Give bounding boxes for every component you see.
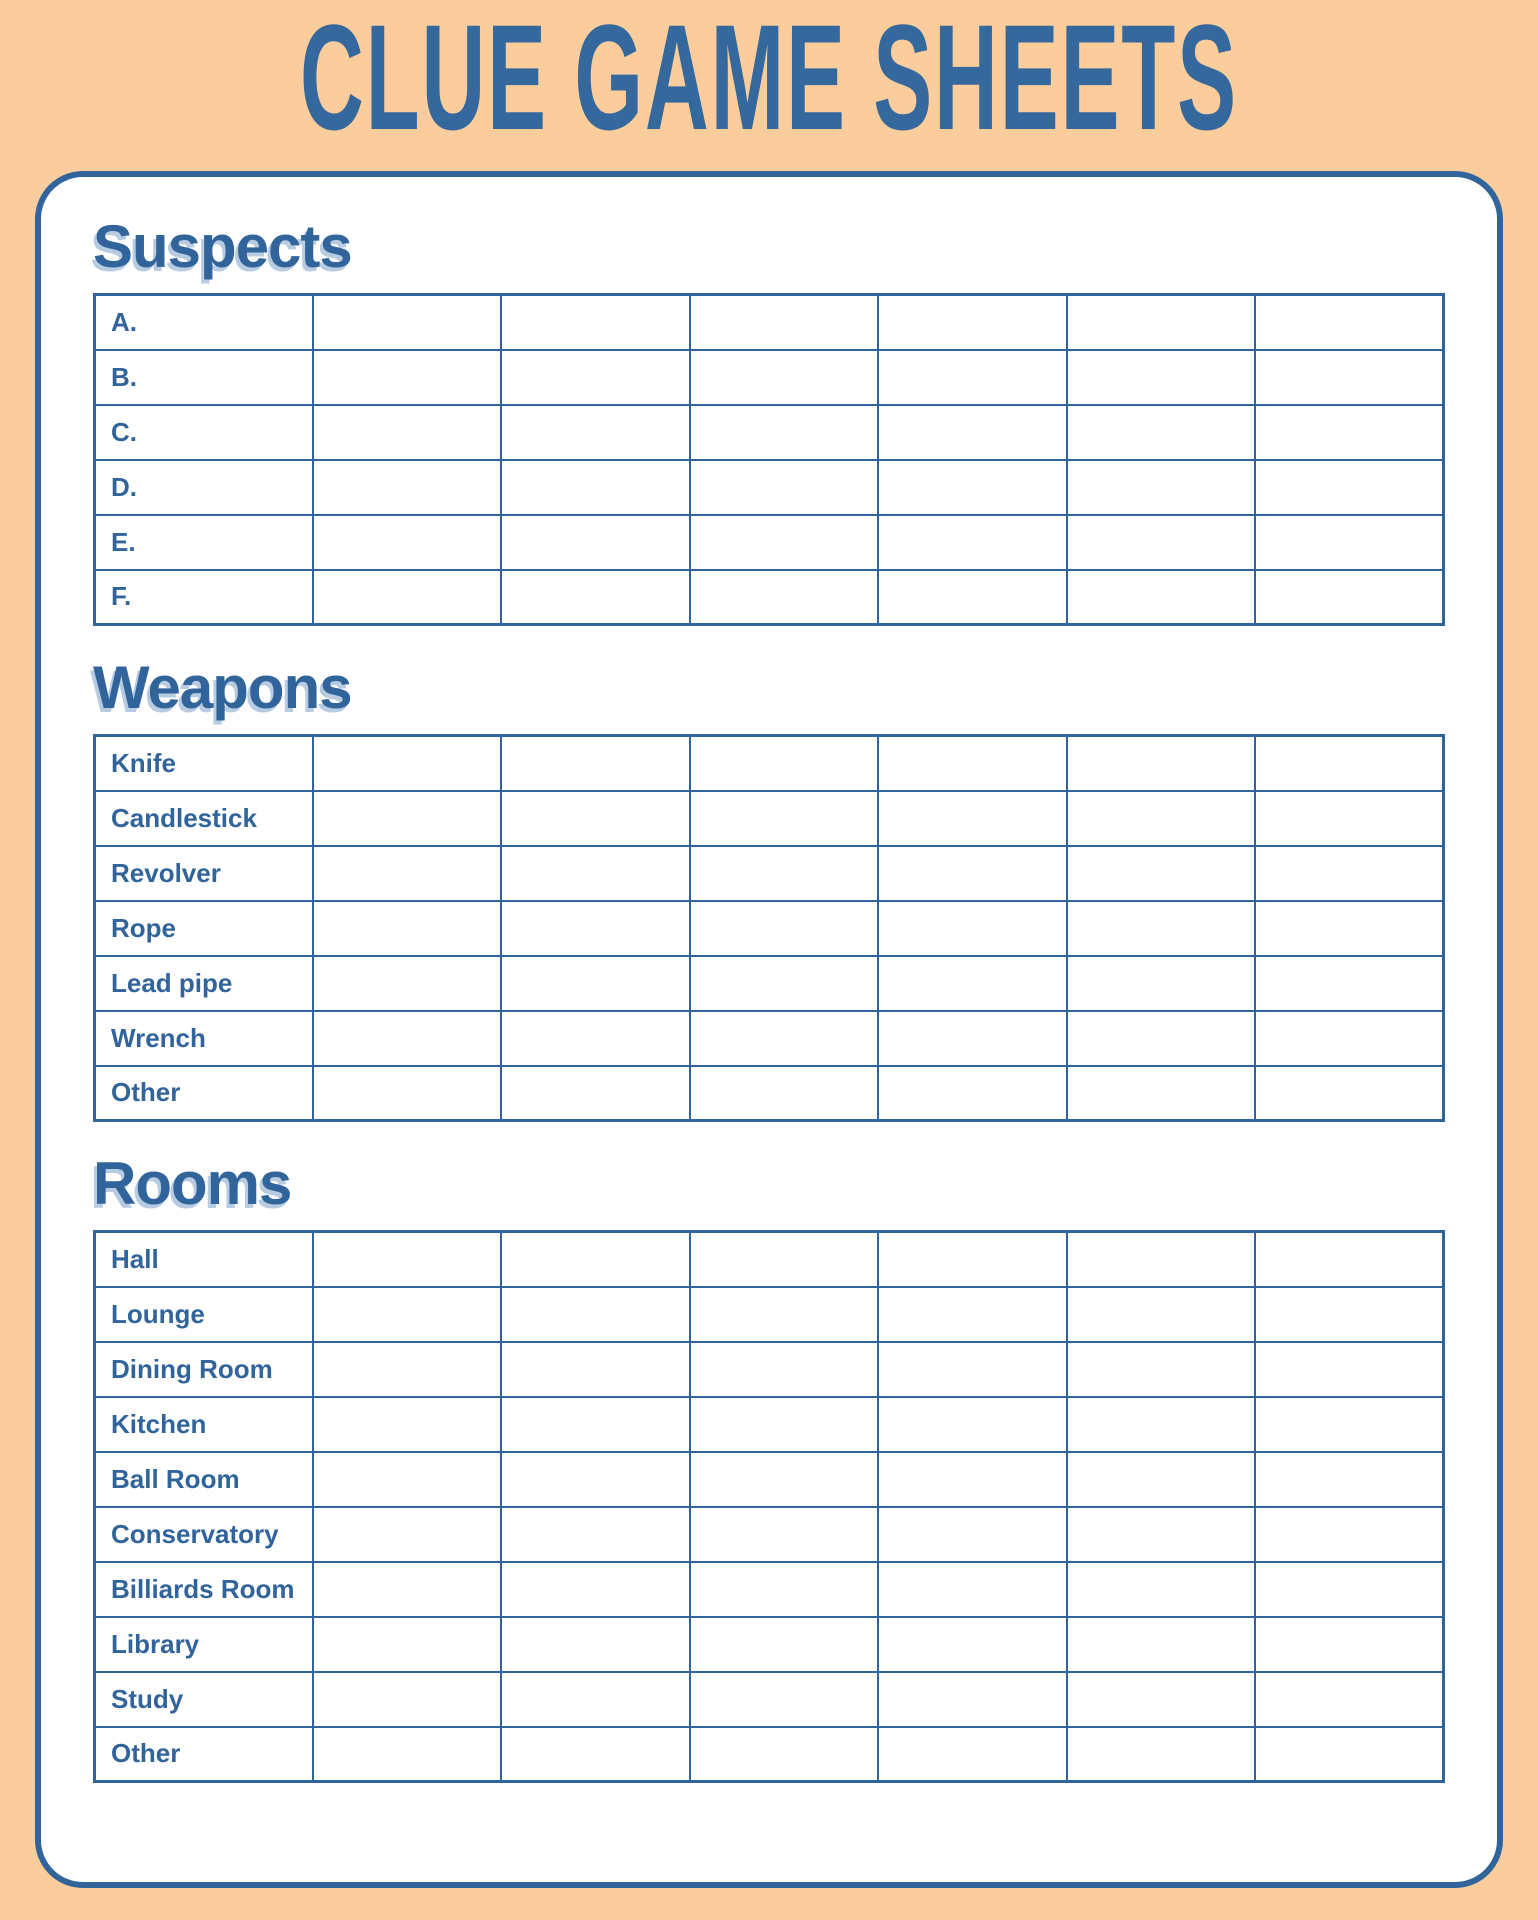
mark-cell[interactable]	[690, 1727, 879, 1782]
mark-cell[interactable]	[501, 1066, 690, 1121]
row-label-cell: Revolver	[95, 846, 313, 901]
rooms-table	[93, 1230, 1445, 1783]
mark-cell[interactable]	[501, 515, 690, 570]
mark-cell[interactable]	[878, 1011, 1067, 1066]
mark-cell[interactable]	[690, 1562, 879, 1617]
table-row	[95, 295, 1444, 350]
mark-cell[interactable]	[1255, 1232, 1444, 1287]
mark-cell[interactable]	[313, 350, 502, 405]
table-row	[95, 1727, 1444, 1782]
mark-cell[interactable]	[1255, 1617, 1444, 1672]
mark-cell[interactable]	[878, 956, 1067, 1011]
mark-cell[interactable]	[1255, 1066, 1444, 1121]
mark-cell[interactable]	[313, 1342, 502, 1397]
mark-cell[interactable]	[690, 846, 879, 901]
mark-cell[interactable]	[690, 1011, 879, 1066]
row-label-cell: Lead pipe	[95, 956, 313, 1011]
mark-cell[interactable]	[1067, 1342, 1256, 1397]
mark-cell[interactable]	[501, 1287, 690, 1342]
table-row	[95, 1232, 1444, 1287]
mark-cell[interactable]	[501, 295, 690, 350]
mark-cell[interactable]	[313, 791, 502, 846]
mark-cell[interactable]	[690, 1066, 879, 1121]
sections-root	[93, 213, 1445, 1783]
mark-cell[interactable]	[1255, 1727, 1444, 1782]
mark-cell[interactable]	[690, 1287, 879, 1342]
mark-cell[interactable]	[1255, 515, 1444, 570]
mark-cell[interactable]	[501, 846, 690, 901]
mark-cell[interactable]	[1255, 460, 1444, 515]
mark-cell[interactable]	[501, 1507, 690, 1562]
mark-cell[interactable]	[501, 405, 690, 460]
row-label-cell: D.	[95, 460, 313, 515]
mark-cell[interactable]	[501, 1727, 690, 1782]
mark-cell[interactable]	[878, 405, 1067, 460]
row-label-cell: Other	[95, 1066, 313, 1121]
table-row	[95, 901, 1444, 956]
mark-cell[interactable]	[313, 515, 502, 570]
mark-cell[interactable]	[878, 736, 1067, 791]
mark-cell[interactable]	[313, 901, 502, 956]
mark-cell[interactable]	[1067, 901, 1256, 956]
mark-cell[interactable]	[878, 1342, 1067, 1397]
mark-cell[interactable]	[501, 1617, 690, 1672]
mark-cell[interactable]	[1067, 956, 1256, 1011]
mark-cell[interactable]	[1067, 1672, 1256, 1727]
mark-cell[interactable]	[878, 1452, 1067, 1507]
suspects-table	[93, 293, 1445, 626]
mark-cell[interactable]	[690, 295, 879, 350]
mark-cell[interactable]	[501, 1232, 690, 1287]
mark-cell[interactable]	[1255, 1287, 1444, 1342]
table-row	[95, 1287, 1444, 1342]
mark-cell[interactable]	[878, 1397, 1067, 1452]
mark-cell[interactable]	[501, 1562, 690, 1617]
row-label-cell: Kitchen	[95, 1397, 313, 1452]
mark-cell[interactable]	[1067, 791, 1256, 846]
mark-cell[interactable]	[313, 1011, 502, 1066]
row-label-cell: E.	[95, 515, 313, 570]
mark-cell[interactable]	[313, 1727, 502, 1782]
mark-cell[interactable]	[501, 350, 690, 405]
mark-cell[interactable]	[878, 846, 1067, 901]
mark-cell[interactable]	[878, 1617, 1067, 1672]
mark-cell[interactable]	[878, 1507, 1067, 1562]
mark-cell[interactable]	[1255, 1011, 1444, 1066]
table-row	[95, 1397, 1444, 1452]
mark-cell[interactable]	[501, 736, 690, 791]
mark-cell[interactable]	[1255, 846, 1444, 901]
mark-cell[interactable]	[501, 1397, 690, 1452]
row-label-cell: Library	[95, 1617, 313, 1672]
mark-cell[interactable]	[501, 460, 690, 515]
row-label-cell: C.	[95, 405, 313, 460]
row-label-cell: Knife	[95, 736, 313, 791]
row-label-cell: Candlestick	[95, 791, 313, 846]
mark-cell[interactable]	[1255, 570, 1444, 625]
table-row	[95, 956, 1444, 1011]
mark-cell[interactable]	[878, 791, 1067, 846]
mark-cell[interactable]	[1067, 1066, 1256, 1121]
mark-cell[interactable]	[313, 736, 502, 791]
mark-cell[interactable]	[1067, 1011, 1256, 1066]
mark-cell[interactable]	[878, 460, 1067, 515]
table-row	[95, 1672, 1444, 1727]
mark-cell[interactable]	[690, 791, 879, 846]
mark-cell[interactable]	[878, 1672, 1067, 1727]
mark-cell[interactable]	[1067, 1727, 1256, 1782]
row-label-cell: Dining Room	[95, 1342, 313, 1397]
mark-cell[interactable]	[313, 956, 502, 1011]
mark-cell[interactable]	[878, 570, 1067, 625]
table-row	[95, 350, 1444, 405]
mark-cell[interactable]	[313, 1672, 502, 1727]
mark-cell[interactable]	[690, 1672, 879, 1727]
section-weapons	[93, 654, 1445, 1122]
mark-cell[interactable]	[1067, 1232, 1256, 1287]
mark-cell[interactable]	[1255, 791, 1444, 846]
mark-cell[interactable]	[313, 295, 502, 350]
mark-cell[interactable]	[501, 570, 690, 625]
mark-cell[interactable]	[1067, 515, 1256, 570]
mark-cell[interactable]	[1255, 1672, 1444, 1727]
mark-cell[interactable]	[690, 1507, 879, 1562]
mark-cell[interactable]	[690, 1232, 879, 1287]
suspects-heading: Suspects	[93, 213, 352, 280]
table-row	[95, 791, 1444, 846]
page-title: CLUE GAME SHEETS	[300, 0, 1239, 161]
mark-cell[interactable]	[1255, 350, 1444, 405]
mark-cell[interactable]	[313, 1617, 502, 1672]
table-row	[95, 846, 1444, 901]
mark-cell[interactable]	[1067, 1617, 1256, 1672]
mark-cell[interactable]	[690, 1342, 879, 1397]
table-row	[95, 1507, 1444, 1562]
mark-cell[interactable]	[313, 1562, 502, 1617]
mark-cell[interactable]	[878, 1066, 1067, 1121]
row-label-cell: Other	[95, 1727, 313, 1782]
mark-cell[interactable]	[878, 1232, 1067, 1287]
mark-cell[interactable]	[690, 350, 879, 405]
table-row	[95, 1617, 1444, 1672]
table-row	[95, 1562, 1444, 1617]
mark-cell[interactable]	[313, 846, 502, 901]
mark-cell[interactable]	[1255, 295, 1444, 350]
mark-cell[interactable]	[1255, 1452, 1444, 1507]
mark-cell[interactable]	[313, 405, 502, 460]
section-rooms	[93, 1150, 1445, 1783]
mark-cell[interactable]	[1255, 956, 1444, 1011]
mark-cell[interactable]	[1067, 405, 1256, 460]
row-label-cell: A.	[95, 295, 313, 350]
row-label-cell: Hall	[95, 1232, 313, 1287]
mark-cell[interactable]	[1067, 846, 1256, 901]
table-row	[95, 515, 1444, 570]
mark-cell[interactable]	[501, 956, 690, 1011]
mark-cell[interactable]	[878, 295, 1067, 350]
mark-cell[interactable]	[1255, 405, 1444, 460]
mark-cell[interactable]	[878, 350, 1067, 405]
mark-cell[interactable]	[313, 1066, 502, 1121]
mark-cell[interactable]	[1067, 295, 1256, 350]
mark-cell[interactable]	[1255, 1507, 1444, 1562]
mark-cell[interactable]	[1255, 1562, 1444, 1617]
mark-cell[interactable]	[690, 1397, 879, 1452]
mark-cell[interactable]	[313, 1507, 502, 1562]
table-row	[95, 570, 1444, 625]
mark-cell[interactable]	[1255, 1397, 1444, 1452]
mark-cell[interactable]	[1067, 1452, 1256, 1507]
table-row	[95, 1011, 1444, 1066]
mark-cell[interactable]	[690, 405, 879, 460]
mark-cell[interactable]	[1067, 736, 1256, 791]
mark-cell[interactable]	[878, 1287, 1067, 1342]
mark-cell[interactable]	[1067, 1287, 1256, 1342]
table-row	[95, 736, 1444, 791]
mark-cell[interactable]	[690, 901, 879, 956]
mark-cell[interactable]	[313, 1397, 502, 1452]
table-row	[95, 1452, 1444, 1507]
mark-cell[interactable]	[1067, 1397, 1256, 1452]
mark-cell[interactable]	[690, 460, 879, 515]
mark-cell[interactable]	[690, 570, 879, 625]
mark-cell[interactable]	[878, 1562, 1067, 1617]
row-label-cell: Rope	[95, 901, 313, 956]
mark-cell[interactable]	[690, 515, 879, 570]
mark-cell[interactable]	[1067, 570, 1256, 625]
mark-cell[interactable]	[501, 1452, 690, 1507]
row-label-cell: Conservatory	[95, 1507, 313, 1562]
table-row	[95, 1066, 1444, 1121]
mark-cell[interactable]	[313, 1287, 502, 1342]
mark-cell[interactable]	[501, 901, 690, 956]
weapons-heading: Weapons	[93, 654, 352, 721]
mark-cell[interactable]	[1067, 460, 1256, 515]
row-label-cell: F.	[95, 570, 313, 625]
mark-cell[interactable]	[1255, 901, 1444, 956]
mark-cell[interactable]	[1067, 1562, 1256, 1617]
mark-cell[interactable]	[1067, 1507, 1256, 1562]
mark-cell[interactable]	[690, 1452, 879, 1507]
row-label-cell: Lounge	[95, 1287, 313, 1342]
mark-cell[interactable]	[501, 1011, 690, 1066]
sheet-card	[35, 171, 1503, 1888]
mark-cell[interactable]	[501, 1672, 690, 1727]
mark-cell[interactable]	[313, 1232, 502, 1287]
row-label-cell: B.	[95, 350, 313, 405]
table-row	[95, 460, 1444, 515]
row-label-cell: Study	[95, 1672, 313, 1727]
mark-cell[interactable]	[878, 901, 1067, 956]
row-label-cell: Wrench	[95, 1011, 313, 1066]
table-row	[95, 405, 1444, 460]
rooms-heading: Rooms	[93, 1150, 292, 1217]
mark-cell[interactable]	[313, 570, 502, 625]
mark-cell[interactable]	[313, 1452, 502, 1507]
mark-cell[interactable]	[690, 1617, 879, 1672]
mark-cell[interactable]	[313, 460, 502, 515]
mark-cell[interactable]	[878, 1727, 1067, 1782]
row-label-cell: Billiards Room	[95, 1562, 313, 1617]
mark-cell[interactable]	[878, 515, 1067, 570]
table-row	[95, 1342, 1444, 1397]
mark-cell[interactable]	[1255, 736, 1444, 791]
weapons-table	[93, 734, 1445, 1122]
mark-cell[interactable]	[1067, 350, 1256, 405]
mark-cell[interactable]	[501, 791, 690, 846]
mark-cell[interactable]	[501, 1342, 690, 1397]
section-suspects	[93, 213, 1445, 626]
title-bar	[0, 0, 1538, 171]
mark-cell[interactable]	[690, 956, 879, 1011]
mark-cell[interactable]	[690, 736, 879, 791]
row-label-cell: Ball Room	[95, 1452, 313, 1507]
mark-cell[interactable]	[1255, 1342, 1444, 1397]
